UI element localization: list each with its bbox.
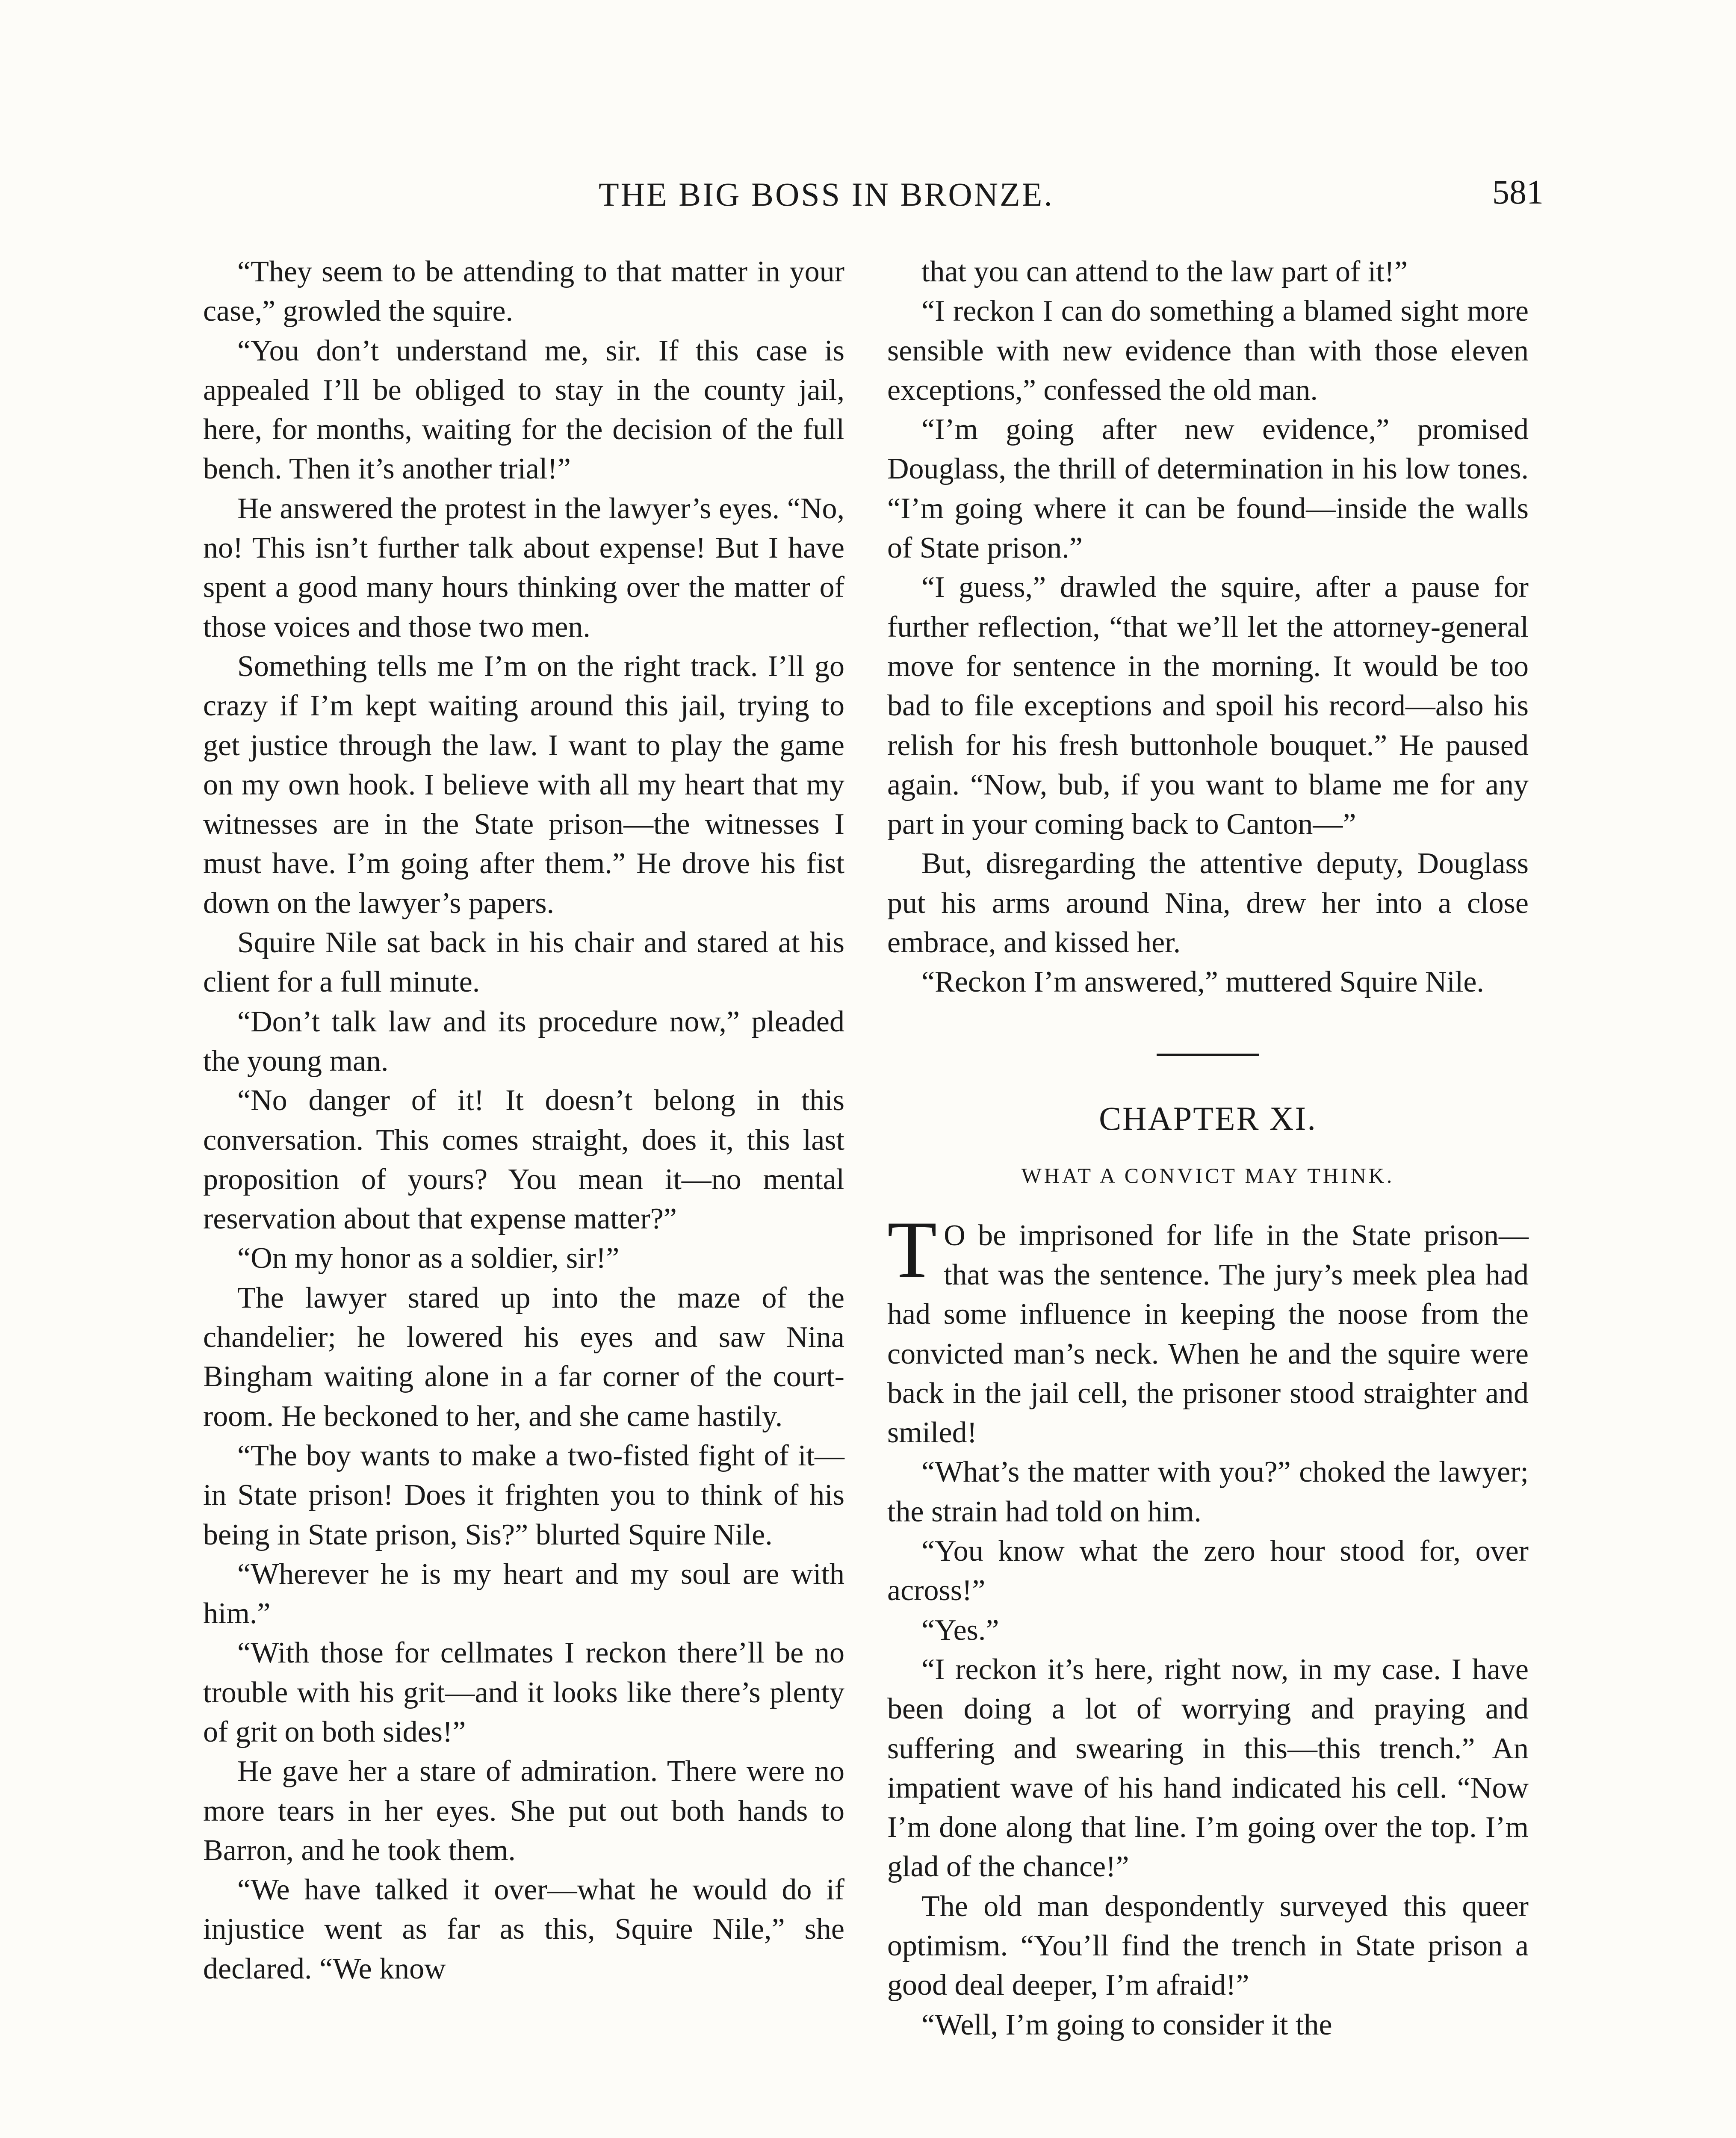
page-number: 581 [1492, 174, 1544, 211]
paragraph: “Yes.” [921, 1613, 999, 1647]
section-divider [1157, 1054, 1259, 1056]
paragraph: “I guess,” drawled the squire, after a pause for further reflection, “that we’ll let the attorney-general move for sentence in the morning. It would be too bad to file exceptions and spoil his record—also his relish for his fresh buttonhole bouquet.” He paused again. “Now, bub, if you want to blame me for any part in your coming back to Canton—” [887, 571, 1529, 841]
right-column [887, 252, 1529, 2045]
paragraph: Squire Nile sat back in his chair and stared at his client for a full minute. [203, 926, 844, 999]
paragraph: “With those for cellmates I reckon there’ll be no trouble with his grit—and it looks like there’s plenty of grit on both sides!” [203, 1636, 844, 1748]
paragraph: “What’s the matter with you?” choked the lawyer; the strain had told on him. [887, 1456, 1529, 1528]
paragraph: that you can attend to the law part of it!” [921, 255, 1408, 288]
paragraph: “We have talked it over—what he would do if injustice went as far as this, Squire Nile,” she declared. “We know [203, 1873, 844, 1985]
paragraph: “Don’t talk law and its procedure now,” pleaded the young man. [203, 1005, 844, 1078]
paragraph: “On my honor as a soldier, sir!” [237, 1242, 620, 1275]
paragraph: “Wherever he is my heart and my soul are with him.” [203, 1557, 844, 1630]
paragraph: “You don’t understand me, sir. If this case is appealed I’ll be obliged to stay in the county jail, here, for months, waiting for the decision of the full bench. Then it’s another trial!” [203, 334, 844, 486]
paragraph: He answered the protest in the lawyer’s eyes. “No, no! This isn’t further talk about expense! But I have spent a good many hours thinking over the matter of those voices and those two men. [203, 492, 844, 644]
paragraph: “The boy wants to make a two-fisted fight of it—in State prison! Does it frighten you to think of his being in State prison, Sis?” blurted Squire Nile. [203, 1439, 844, 1551]
paragraph: The lawyer stared up into the maze of the chandelier; he lowered his eyes and saw Nina Bingham waiting alone in a far corner of the court-room. He beckoned to her, and she came hastily. [203, 1281, 844, 1433]
chapter-subtitle: WHAT A CONVICT MAY THINK. [1021, 1163, 1395, 1187]
paragraph: “I’m going after new evidence,” promised Douglass, the thrill of determination in his low tones. “I’m going where it can be found—inside the walls of State prison.” [887, 413, 1529, 565]
paragraph: “You know what the zero hour stood for, over across!” [887, 1535, 1529, 1607]
chapter-opening-paragraph [887, 1205, 1529, 1453]
drop-cap: T [887, 1205, 937, 1295]
paragraph: “They seem to be attending to that matter in your case,” growled the squire. [203, 255, 844, 328]
chapter-heading: CHAPTER XI. [1099, 1099, 1317, 1137]
paragraph: “I reckon I can do something a blamed sight more sensible with new evidence than with those eleven exceptions,” confessed the old man. [887, 295, 1529, 407]
paragraph: “Reckon I’m answered,” muttered Squire Nile. [921, 966, 1484, 999]
left-column [203, 252, 844, 1989]
paragraph: But, disregarding the attentive deputy, Douglass put his arms around Nina, drew her into a close embrace, and kissed her. [887, 847, 1529, 960]
paragraph: “Well, I’m going to consider it the [921, 2008, 1332, 2041]
paragraph: “I reckon it’s here, right now, in my case. I have been doing a lot of worrying and praying and suffering and swearing in this—this trench.” An impatient wave of his hand indicated his cell. “Now I’m done along that line. I’m going over the top. I’m glad of the chance!” [887, 1653, 1529, 1884]
paragraph: The old man despondently surveyed this queer optimism. “You’ll find the trench in State prison a good deal deeper, I’m afraid!” [887, 1890, 1529, 2002]
running-title: THE BIG BOSS IN BRONZE. [599, 176, 1054, 213]
paragraph: Something tells me I’m on the right track. I’ll go crazy if I’m kept waiting around this jail, trying to get justice through the law. I want to play the game on my own hook. I believe with all my heart that my witnesses are in the State prison—the witnesses I must have. I’m going after them.” He drove his fist down on the lawyer’s papers. [203, 650, 844, 920]
opening-paragraph-text: O be imprisoned for life in the State prison—that was the sentence. The jury’s meek plea had had some influence in keeping the noose from the convicted man’s neck. When he and the squire were back in the jail cell, the prisoner stood straighter and smiled! [887, 1219, 1529, 1450]
paragraph: “No danger of it! It doesn’t belong in this conversation. This comes straight, does it, this last proposition of yours? You mean it—no mental reservation about that expense matter?” [203, 1084, 844, 1236]
paragraph: He gave her a stare of admiration. There were no more tears in her eyes. She put out both hands to Barron, and he took them. [203, 1755, 844, 1867]
